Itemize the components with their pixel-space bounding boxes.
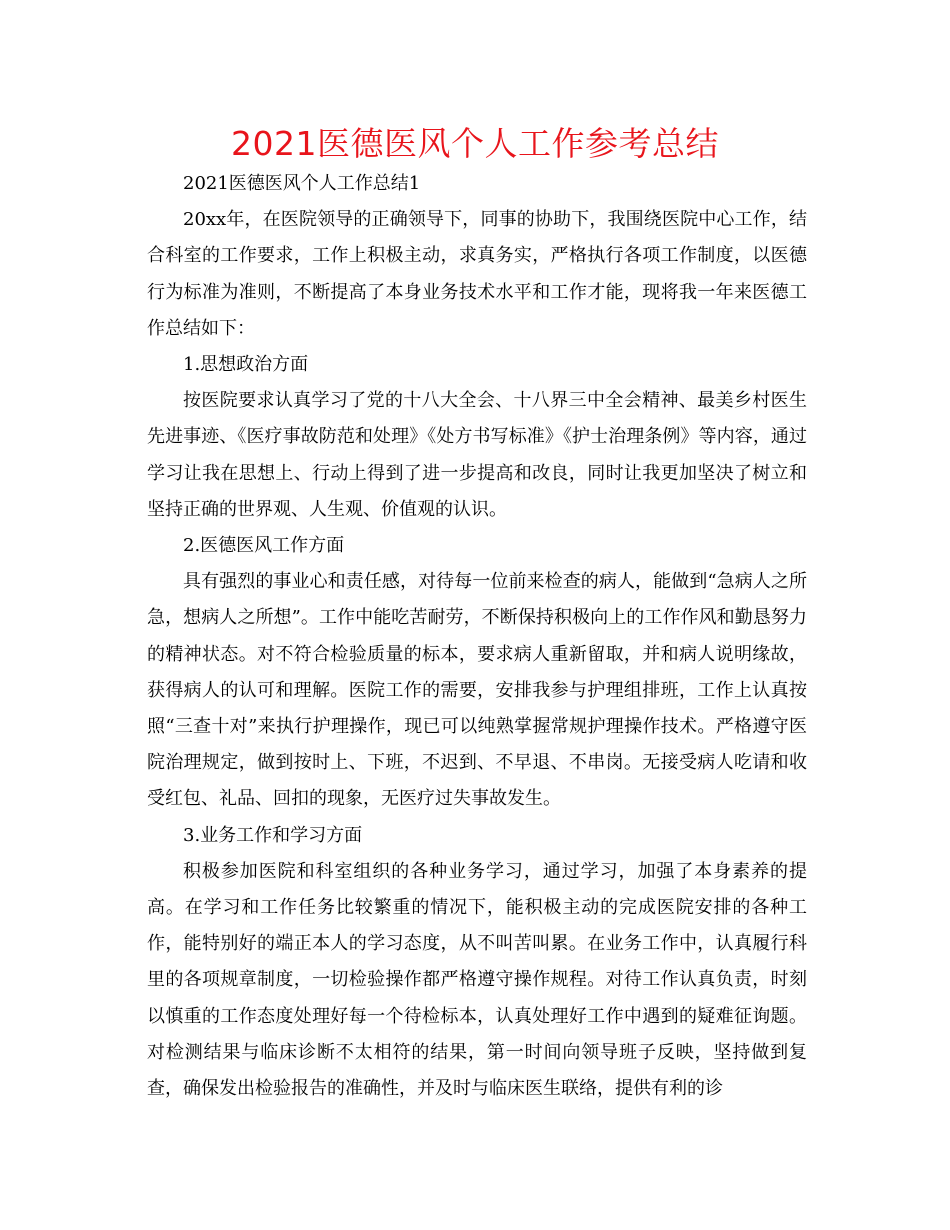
politics-paragraph: 按医院要求认真学习了党的十八大全会、十八界三中全会精神、最美乡村医生先进事迹、《医疗事故防范和处理》《处方书写标准》《护士治理条例》等内容，通过学习让我在思想上、行动上得到了进一步提高和改良，同时让我更加坚决了树立和坚持正确的世界观、人生观、价值观的认识。 xyxy=(147,390,807,520)
document-title: 2021医德医风个人工作参考总结 xyxy=(231,124,719,163)
section-heading-business: 3.业务工作和学习方面 xyxy=(183,824,363,846)
subtitle-line: 2021医德医风个人工作总结1 xyxy=(183,173,421,194)
section-heading-ethics: 2.医德医风工作方面 xyxy=(183,535,345,557)
section-heading-politics: 1.思想政治方面 xyxy=(183,354,309,376)
ethics-paragraph: 具有强烈的事业心和责任感，对待每一位前来检查的病人，能做到“急病人之所急，想病人之所想”。工作中能吃苦耐劳，不断保持积极向上的工作作风和勤恳努力的精神状态。对不符合检验质量的标本，要求病人重新留取，并和病人说明缘故，获得病人的认可和理解。医院工作的需要，安排我参与护理组排班，工作上认真按照“三查十对”来执行护理操作，现已可以纯熟掌握常规护理操作技术。严格遵守医院治理规定，做到按时上、下班，不迟到、不早退、不串岗。无接受病人吃请和收受红包、礼品、回扣的现象，无医疗过失事故发生。 xyxy=(147,571,807,810)
document-body xyxy=(147,166,807,1107)
business-paragraph: 积极参加医院和科室组织的各种业务学习，通过学习，加强了本身素养的提高。在学习和工作任务比较繁重的情况下，能积极主动的完成医院安排的各种工作，能特别好的端正本人的学习态度，从不叫苦叫累。在业务工作中，认真履行科里的各项规章制度，一切检验操作都严格遵守操作规程。对待工作认真负责，时刻以慎重的工作态度处理好每一个待检标本，认真处理好工作中遇到的疑难征询题。对检测结果与临床诊断不太相符的结果，第一时间向领导班子反映，坚持做到复查，确保发出检验报告的准确性，并及时与临床医生联络，提供有利的诊 xyxy=(147,860,807,1100)
intro-paragraph: 20xx年，在医院领导的正确领导下，同事的协助下，我围绕医院中心工作，结合科室的工作要求，工作上积极主动，求真务实，严格执行各项工作制度，以医德行为标准为准则，不断提高了本身业务技术水平和工作才能，现将我一年来医德工作总结如下： xyxy=(147,209,807,339)
